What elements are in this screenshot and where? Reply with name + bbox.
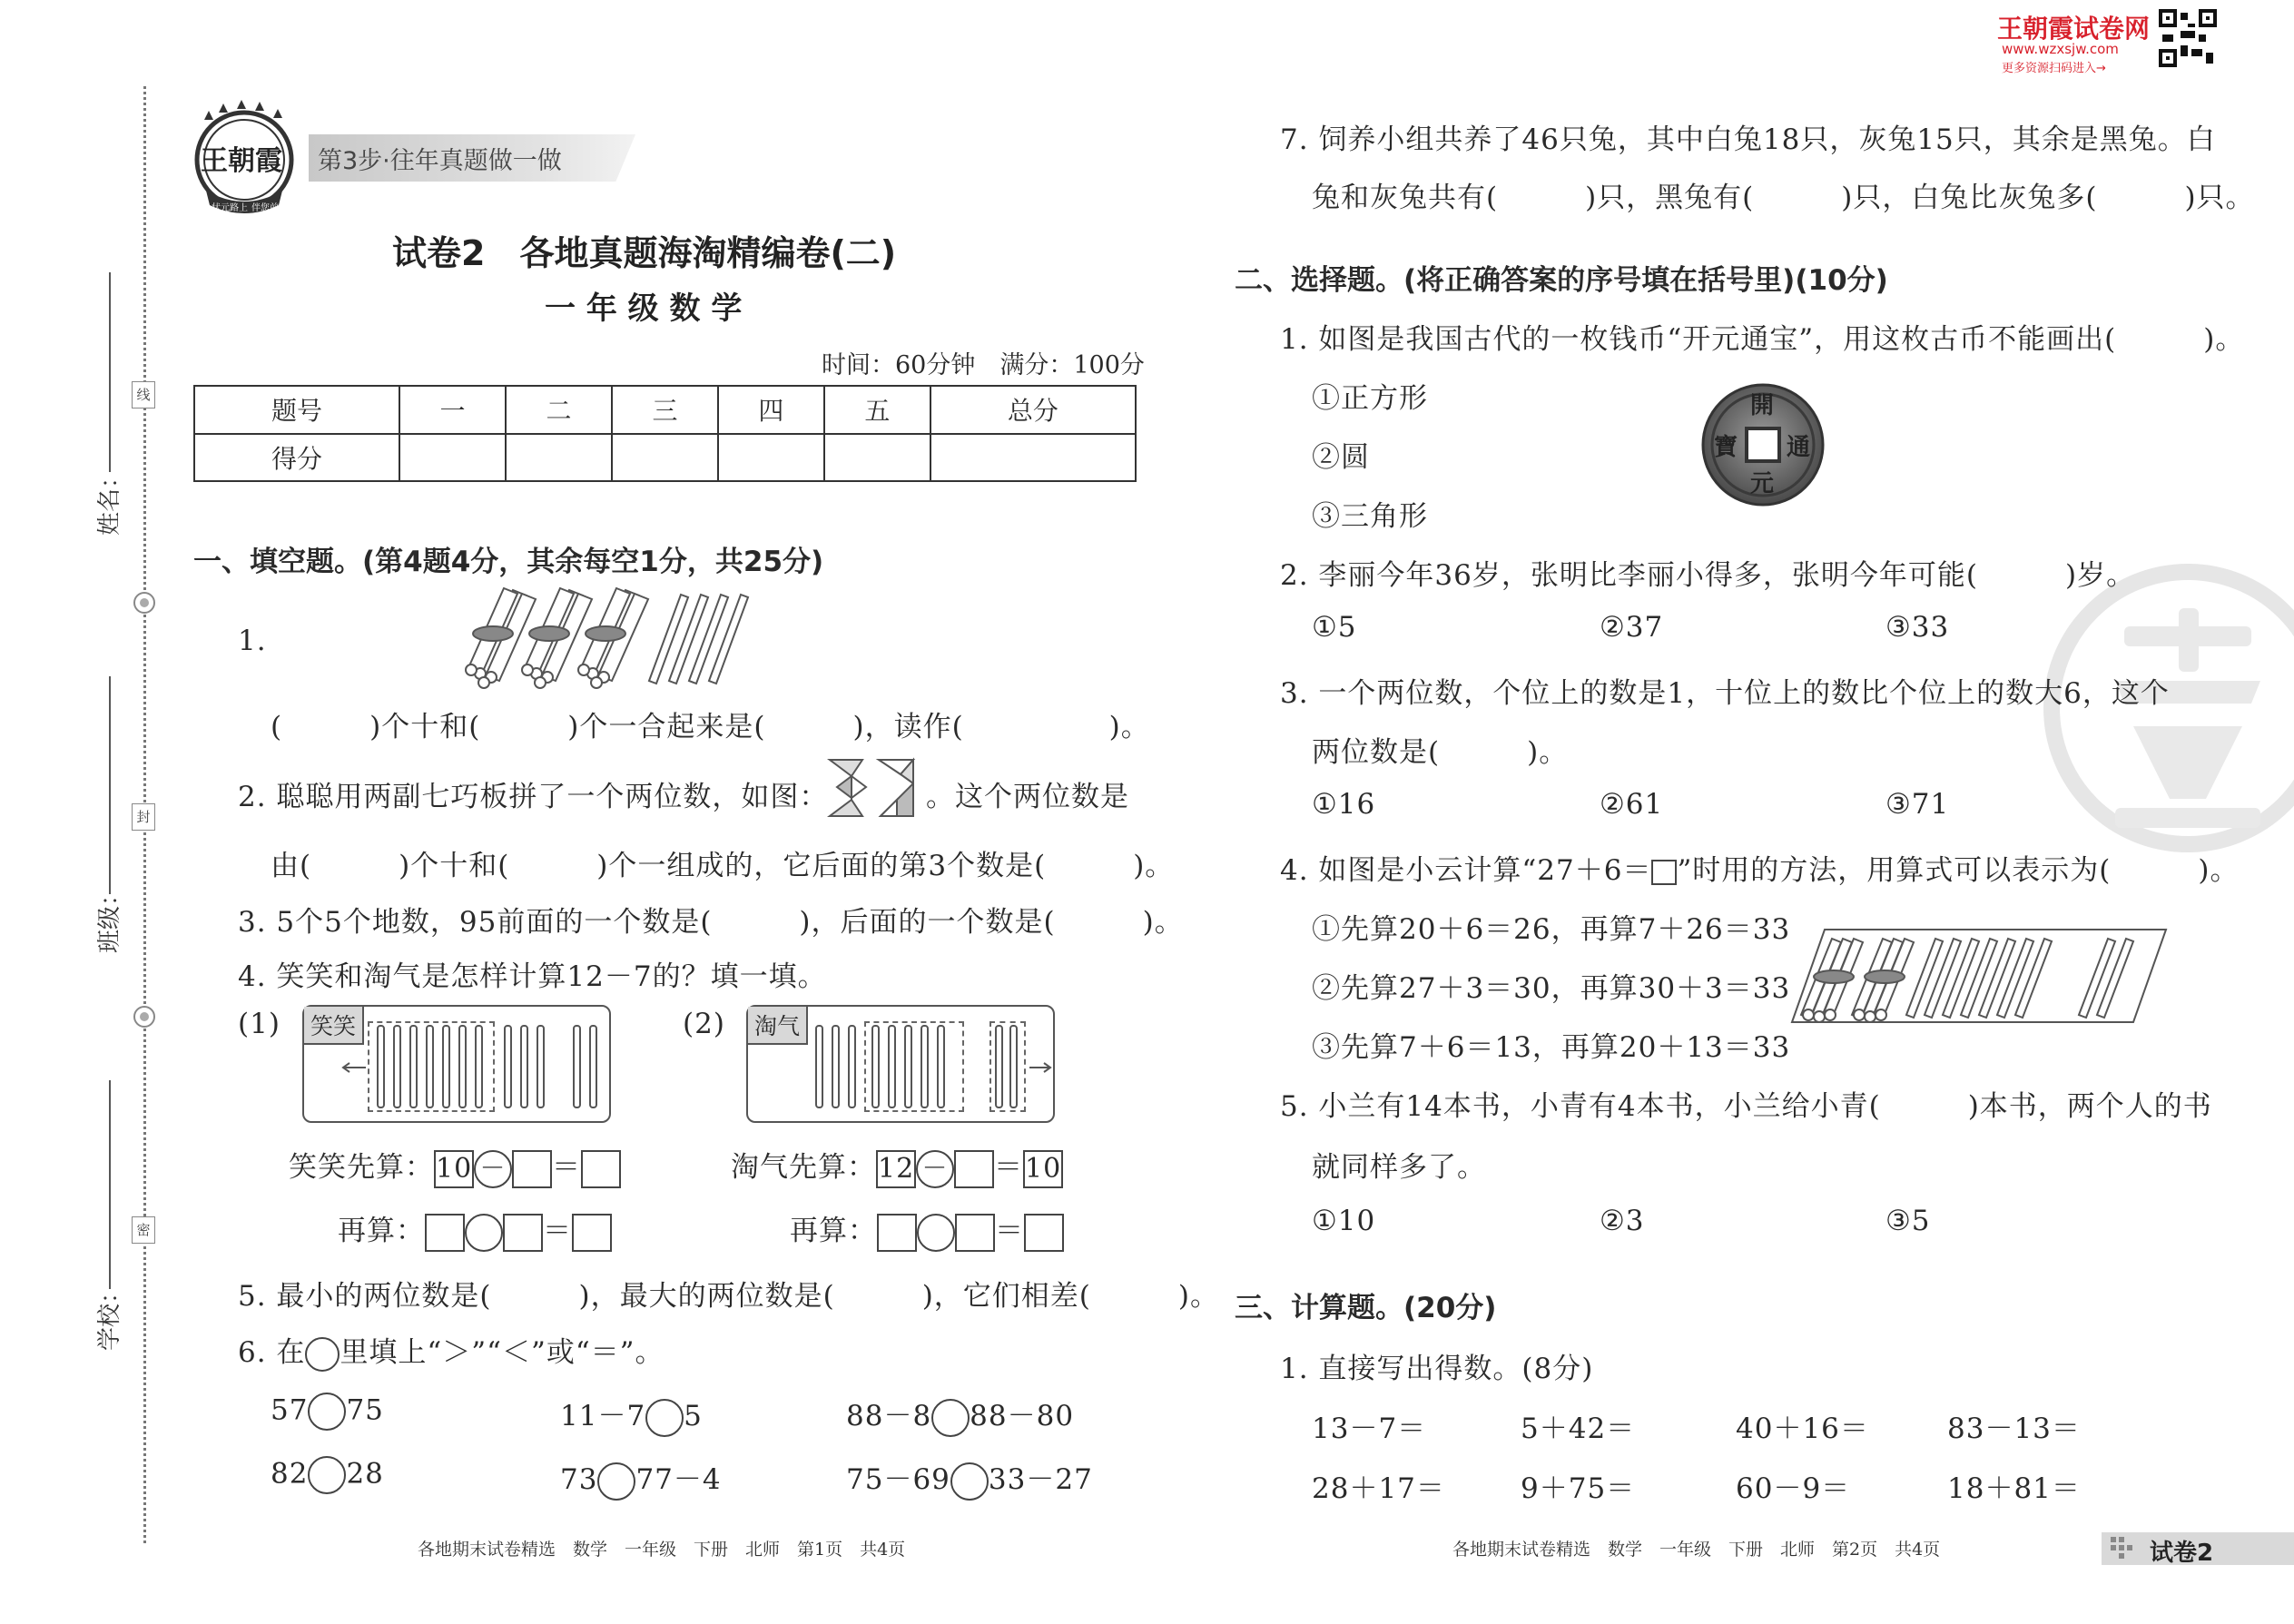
stick <box>1009 1025 1018 1108</box>
dots-pattern-icon <box>2111 1537 2132 1559</box>
q1-number: 1. <box>238 625 267 657</box>
choice3-option[interactable]: ③71 <box>1885 788 1950 821</box>
name-field-line[interactable] <box>109 272 111 472</box>
stick <box>409 1025 418 1108</box>
xiaoxiao-sticks-figure <box>302 1005 611 1123</box>
stick <box>995 1025 1003 1108</box>
name-field-label: 姓名： <box>96 464 123 536</box>
step-label: 第3步·往年真题做一做 <box>318 147 562 175</box>
bundled-sticks-figure <box>458 581 767 690</box>
operator-circle: － <box>916 1150 954 1188</box>
calc-item[interactable]: 60－9＝ <box>1736 1472 1851 1505</box>
brand-logo <box>186 100 302 216</box>
compare-circle[interactable] <box>645 1399 684 1437</box>
choice1-text: 1. 如图是我国古代的一枚钱币“开元通宝”，用这枚古币不能画出( )。 <box>1280 323 2245 356</box>
q4-part1-label: (1) <box>238 1008 281 1040</box>
q2-text-line2: 由( )个十和( )个一组成的，它后面的第3个数是( )。 <box>271 850 1175 882</box>
choice2-text: 2. 李丽今年36岁，张明比李丽小得多，张明今年可能( )岁。 <box>1280 559 2136 592</box>
answer-box: 10 <box>434 1150 474 1188</box>
stick <box>393 1025 401 1108</box>
choice5-text-line1: 5. 小兰有14本书，小青有4本书，小兰给小青( )本书，两个人的书 <box>1280 1090 2212 1123</box>
compare-circle[interactable] <box>931 1399 970 1437</box>
score-table-score-row <box>194 434 1136 482</box>
stick <box>871 1025 880 1108</box>
binding-label-mi: 密 <box>132 1216 155 1244</box>
choice2-option[interactable]: ③33 <box>1885 611 1950 644</box>
choice2-option[interactable]: ②37 <box>1600 611 1664 644</box>
stick <box>832 1025 840 1108</box>
q1-text: ( )个十和( )个一合起来是( )，读作( )。 <box>271 711 1150 743</box>
binding-label-xian: 线 <box>132 381 155 408</box>
stick <box>537 1025 545 1108</box>
compare-item: 88－8 88－80 <box>846 1393 1074 1437</box>
answer-box: 10 <box>1023 1150 1063 1188</box>
taoqi-then-calc <box>790 1207 1064 1252</box>
xiaoxiao-first-calc <box>289 1144 621 1188</box>
class-field-line[interactable] <box>109 676 111 894</box>
logo-ribbon-left: 状元路上 <box>212 203 248 213</box>
choice3-text-line1: 3. 一个两位数，个位上的数是1，十位上的数比个位上的数大6，这个 <box>1280 677 2170 710</box>
arrow-left-icon <box>340 1061 368 1074</box>
answer-box[interactable] <box>581 1150 621 1188</box>
stick <box>888 1025 896 1108</box>
score-cell[interactable] <box>506 434 612 482</box>
paper-number-label: 试卷2 <box>2150 1540 2214 1567</box>
section1-heading: 一、填空题。(第4题4分，其余每空1分，共25分) <box>193 546 824 578</box>
tangram-32-figure <box>826 756 921 820</box>
choice4-text-b: ”时用的方法，用算式可以表示为( )。 <box>1677 854 2240 887</box>
answer-box[interactable] <box>955 1214 995 1252</box>
taoqi-first-calc <box>731 1144 1063 1188</box>
blank-square <box>1651 860 1677 885</box>
choice2-option[interactable]: ①5 <box>1312 611 1357 644</box>
answer-box[interactable] <box>425 1214 465 1252</box>
score-header-cell: 一 <box>399 386 506 434</box>
sticks-tray-figure <box>1788 926 2170 1026</box>
binding-hole <box>133 1006 155 1028</box>
choice4-option[interactable]: ③先算7＋6＝13，再算20＋13＝33 <box>1312 1031 1791 1064</box>
answer-box[interactable] <box>512 1150 552 1188</box>
choice5-option[interactable]: ②3 <box>1600 1205 1645 1237</box>
q2-text-b: 。这个两位数是 <box>926 781 1129 813</box>
compare-circle[interactable] <box>950 1462 989 1501</box>
choice5-option[interactable]: ③5 <box>1885 1205 1931 1237</box>
choice4-text <box>1280 847 2240 888</box>
stick <box>904 1025 912 1108</box>
calc-item[interactable]: 13－7＝ <box>1312 1412 1427 1445</box>
stick <box>504 1025 512 1108</box>
calc-item[interactable]: 18＋81＝ <box>1947 1472 2081 1505</box>
score-cell[interactable] <box>930 434 1136 482</box>
coin-char-bottom: 元 <box>1750 470 1775 497</box>
equals-sign: ＝ <box>552 1151 581 1184</box>
equals-sign: ＝ <box>994 1151 1023 1184</box>
q2-text-a: 2. 聪聪用两副七巧板拼了一个两位数，如图： <box>238 781 829 813</box>
taoqi-first-label: 淘气先算： <box>731 1151 876 1184</box>
q4-text: 4. 笑笑和淘气是怎样计算12－7的？填一填。 <box>238 960 827 993</box>
then-label: 再算： <box>790 1215 877 1247</box>
score-header-cell: 三 <box>612 386 718 434</box>
q5-text: 5. 最小的两位数是( )，最大的两位数是( )，它们相差( )。 <box>238 1280 1219 1313</box>
answer-box[interactable] <box>503 1214 543 1252</box>
brand-name: 王朝霞试卷网 <box>1997 14 2151 44</box>
q7-text-line2: 兔和灰兔共有( )只，黑兔有( )只，白兔比灰兔多( )只。 <box>1312 182 2255 214</box>
stick <box>589 1025 597 1108</box>
answer-box[interactable] <box>877 1214 917 1252</box>
stick <box>426 1025 434 1108</box>
section2-heading: 二、选择题。(将正确答案的序号填在括号里)(10分) <box>1235 264 1888 297</box>
score-header-cell: 题号 <box>194 386 399 434</box>
page-title: 试卷2 各地真题海淘精编卷(二) <box>392 233 897 273</box>
xiaoxiao-first-label: 笑笑先算： <box>289 1151 434 1184</box>
score-table <box>193 385 1137 482</box>
q6-text-a: 6. 在 <box>238 1336 306 1369</box>
coin-char-left: 寶 <box>1714 434 1738 461</box>
q6-text-b: 里填上“＞”“＜”或“＝”。 <box>340 1336 665 1369</box>
score-row-label: 得分 <box>194 434 399 482</box>
coin-char-right: 通 <box>1787 434 1811 461</box>
score-table-header-row <box>194 386 1136 434</box>
calc-item[interactable]: 9＋75＝ <box>1521 1472 1636 1505</box>
score-header-cell: 五 <box>824 386 930 434</box>
answer-box: 12 <box>876 1150 916 1188</box>
score-cell[interactable] <box>824 434 930 482</box>
answer-box[interactable] <box>572 1214 612 1252</box>
footer-right: 各地期末试卷精选 数学 一年级 下册 北师 第2页 共4页 <box>1452 1540 1941 1560</box>
time-score-info: 时间：60分钟 满分：100分 <box>822 351 1145 379</box>
binding-label-feng: 封 <box>132 803 155 831</box>
brand-slogan: 更多资源扫码进入→ <box>2002 62 2106 75</box>
choice4-text-a: 4. 如图是小云计算“27＋6＝ <box>1280 854 1652 887</box>
choice4-option[interactable]: ①先算20＋6＝26，再算7＋26＝33 <box>1312 913 1791 946</box>
stick <box>848 1025 856 1108</box>
stick <box>442 1025 450 1108</box>
xiaoxiao-then-calc <box>338 1207 612 1252</box>
choice1-option[interactable]: ①正方形 <box>1312 382 1428 415</box>
stick <box>815 1025 823 1108</box>
choice4-option[interactable]: ②先算27＋3＝30，再算30＋3＝33 <box>1312 972 1791 1005</box>
logo-ribbon-right: 伴您前行 <box>251 203 288 213</box>
taoqi-sticks-figure <box>746 1005 1055 1123</box>
calc-q1-text: 1. 直接写出得数。(8分) <box>1280 1353 1594 1385</box>
choice1-option[interactable]: ③三角形 <box>1312 500 1428 533</box>
coin-char-top: 開 <box>1750 392 1775 419</box>
operator-circle[interactable] <box>917 1214 955 1252</box>
choice3-option[interactable]: ②61 <box>1600 788 1664 821</box>
q6-text <box>238 1329 665 1372</box>
compare-item: 73 77－4 <box>560 1456 722 1501</box>
school-field-line[interactable] <box>109 1080 111 1289</box>
stick <box>520 1025 528 1108</box>
class-field-label: 班级： <box>96 881 123 953</box>
equals-sign: ＝ <box>543 1215 572 1247</box>
compare-item: 57 75 <box>271 1393 384 1431</box>
q3-text: 3. 5个5个地数，95前面的一个数是( )，后面的一个数是( )。 <box>238 906 1184 939</box>
brand-url[interactable]: www.wzxsjw.com <box>2002 41 2119 57</box>
taoqi-tag: 淘气 <box>748 1007 808 1045</box>
score-header-cell: 总分 <box>930 386 1136 434</box>
xiaoxiao-tag: 笑笑 <box>304 1007 364 1045</box>
compare-item: 82 28 <box>271 1456 384 1494</box>
score-cell[interactable] <box>612 434 718 482</box>
equals-sign: ＝ <box>995 1215 1024 1247</box>
footer-left: 各地期末试卷精选 数学 一年级 下册 北师 第1页 共4页 <box>418 1540 906 1560</box>
page-subtitle: 一 年 级 数 学 <box>545 290 743 327</box>
stick <box>475 1025 483 1108</box>
compare-circle[interactable] <box>308 1456 346 1494</box>
stick <box>573 1025 581 1108</box>
calc-item[interactable]: 5＋42＝ <box>1521 1412 1636 1445</box>
school-field-label: 学校： <box>96 1279 123 1351</box>
calc-item[interactable]: 28＋17＝ <box>1312 1472 1445 1505</box>
choice3-option[interactable]: ①16 <box>1312 788 1376 821</box>
section3-heading: 三、计算题。(20分) <box>1235 1292 1497 1324</box>
compare-item: 11－7 5 <box>560 1393 703 1437</box>
calc-item[interactable]: 40＋16＝ <box>1736 1412 1869 1445</box>
compare-circle[interactable] <box>597 1462 635 1501</box>
stick <box>937 1025 945 1108</box>
score-header-cell: 四 <box>718 386 824 434</box>
stick <box>458 1025 467 1108</box>
q4-part2-label: (2) <box>683 1008 725 1040</box>
answer-box[interactable] <box>954 1150 994 1188</box>
logo-text: 王朝霞 <box>201 145 282 177</box>
choice5-text-line2: 就同样多了。 <box>1312 1151 1486 1184</box>
compare-circle[interactable] <box>308 1393 346 1431</box>
binding-hole <box>133 592 155 614</box>
operator-circle[interactable] <box>465 1214 503 1252</box>
compare-item: 75－69 33－27 <box>846 1456 1093 1501</box>
qr-code-icon[interactable] <box>2159 9 2217 67</box>
score-cell[interactable] <box>399 434 506 482</box>
stick <box>921 1025 929 1108</box>
choice5-option[interactable]: ①10 <box>1312 1205 1376 1237</box>
arrow-right-icon <box>1028 1061 1053 1074</box>
choice1-option[interactable]: ②圆 <box>1312 441 1370 474</box>
score-cell[interactable] <box>718 434 824 482</box>
calc-item[interactable]: 83－13＝ <box>1947 1412 2081 1445</box>
compare-circle <box>305 1337 340 1372</box>
ancient-coin-figure <box>1699 381 1826 508</box>
operator-circle: － <box>474 1150 512 1188</box>
q7-text-line1: 7. 饲养小组共养了46只兔，其中白兔18只，灰兔15只，其余是黑兔。白 <box>1280 123 2216 156</box>
then-label: 再算： <box>338 1215 425 1247</box>
answer-box[interactable] <box>1024 1214 1064 1252</box>
score-header-cell: 二 <box>506 386 612 434</box>
choice3-text-line2: 两位数是( )。 <box>1312 736 1569 769</box>
stick <box>377 1025 385 1108</box>
